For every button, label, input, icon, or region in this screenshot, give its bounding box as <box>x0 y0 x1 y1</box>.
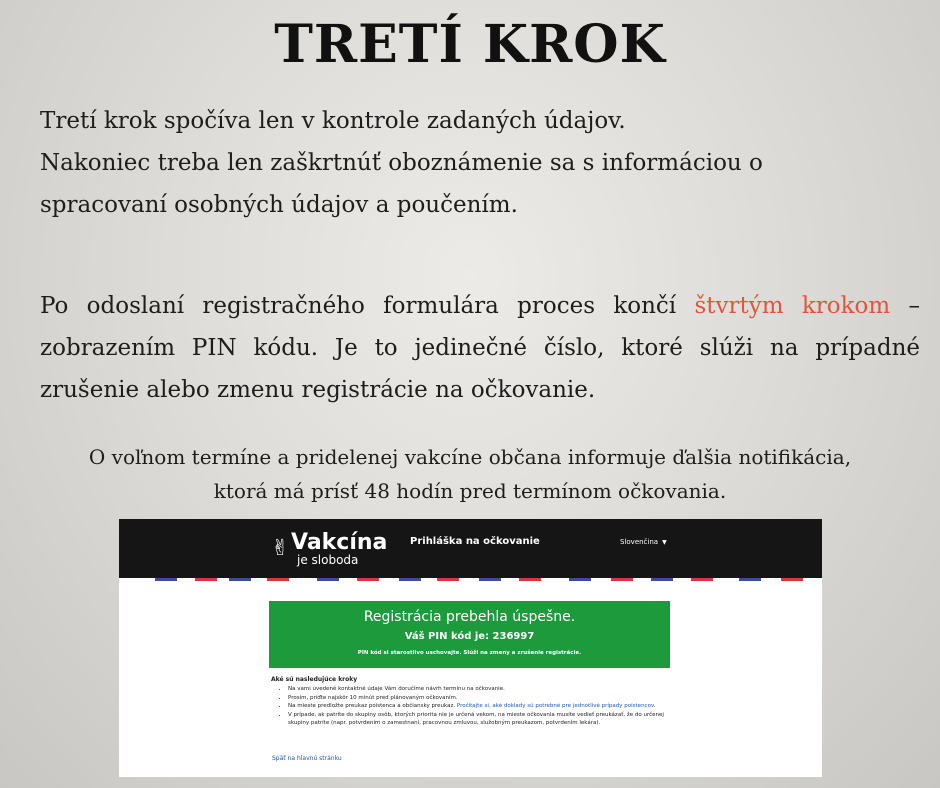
intro-line-1: Tretí krok spočíva len v kontrole zadaných údajov. <box>40 108 626 134</box>
language-label: Slovenčina <box>620 538 659 546</box>
intro-paragraph <box>40 100 920 226</box>
list-item: • Na vami uvedené kontaktné údaje Vám doručíme návrh termínu na očkovanie. <box>288 685 671 693</box>
page-heading: TRETÍ KROK <box>274 14 666 75</box>
list-item: • Prosím, príďte najskôr 10 minút pred plánovaným očkovaním. <box>288 694 671 702</box>
header-title: Prihláška na očkovanie <box>410 536 540 547</box>
flag-dash <box>479 578 501 581</box>
list-item <box>288 702 671 710</box>
logo-title: Vakcína <box>291 530 388 555</box>
flag-dash <box>569 578 591 581</box>
site-header <box>119 519 822 578</box>
pin-paragraph <box>40 285 920 411</box>
victory-hand-icon: ✌ <box>271 536 290 561</box>
notification-paragraph <box>0 440 940 508</box>
notification-line-2: ktorá má prísť 48 hodín pred termínom očkovania. <box>213 479 727 503</box>
flag-dash <box>229 578 251 581</box>
back-to-home-link[interactable]: Späť na hlavnú stránku <box>272 755 342 762</box>
flag-dash <box>437 578 459 581</box>
pin-paragraph-end: – zobrazením PIN kódu. Je to jedinečné číslo, ktoré slúži na prípadné zrušenie alebo zmenu registrácie na očkovanie. <box>40 293 920 403</box>
success-title: Registrácia prebehla úspešne. <box>363 609 576 625</box>
flag-dash <box>781 578 803 581</box>
next-steps <box>271 676 671 727</box>
flag-dash <box>611 578 633 581</box>
next-steps-title: Aké sú nasledujúce kroky <box>271 676 358 683</box>
flag-dash <box>519 578 541 581</box>
list-item: • V prípade, ak patríte do skupiny osôb, ktorých priorita nie je určená vekom, na mieste očkovania musíte vedieť preukázať, že do určenej skupiny patríte (napr. potvrdením o zamestnaní, pracovnou zmluvou, služobným preukazom, potvrdením lekára). <box>288 711 671 728</box>
language-selector[interactable] <box>620 538 667 546</box>
documents-link[interactable]: Pročítajte si, aké doklady sú potrebné pre jednotlivé prípady poistencov. <box>456 703 656 710</box>
flag-dash <box>357 578 379 581</box>
flag-dash <box>317 578 339 581</box>
flag-dash <box>399 578 421 581</box>
intro-line-2: Nakoniec treba len zaškrtnúť oboznámenie sa s informáciou o <box>40 150 763 176</box>
fourth-step-highlight: štvrtým krokom <box>694 293 891 319</box>
pin-note: PIN kód si starostlivo uschovajte. Slúži na zmeny a zrušenie registrácie. <box>357 650 582 656</box>
logo-subtitle: je sloboda <box>297 553 359 567</box>
caret-down-icon: ▼ <box>662 539 667 546</box>
notification-line-1: O voľnom termíne a pridelenej vakcíne občana informuje ďalšia notifikácia, <box>88 445 852 469</box>
flag-dash <box>155 578 177 581</box>
flag-dash <box>691 578 713 581</box>
registration-screenshot <box>119 519 822 777</box>
success-banner <box>269 601 670 668</box>
flag-dash <box>651 578 673 581</box>
flag-dash <box>267 578 289 581</box>
flag-dash <box>195 578 217 581</box>
next-steps-list <box>271 685 671 727</box>
pin-paragraph-start: Po odoslaní registračného formulára proces končí <box>40 293 695 319</box>
pin-code: Váš PIN kód je: 236997 <box>404 631 535 642</box>
flag-stripe <box>119 578 822 581</box>
flag-dash <box>739 578 761 581</box>
intro-line-3: spracovaní osobných údajov a poučením. <box>40 192 518 218</box>
list-item-text: Na mieste predložte preukaz poistenca a občiansky preukaz. <box>288 703 457 710</box>
